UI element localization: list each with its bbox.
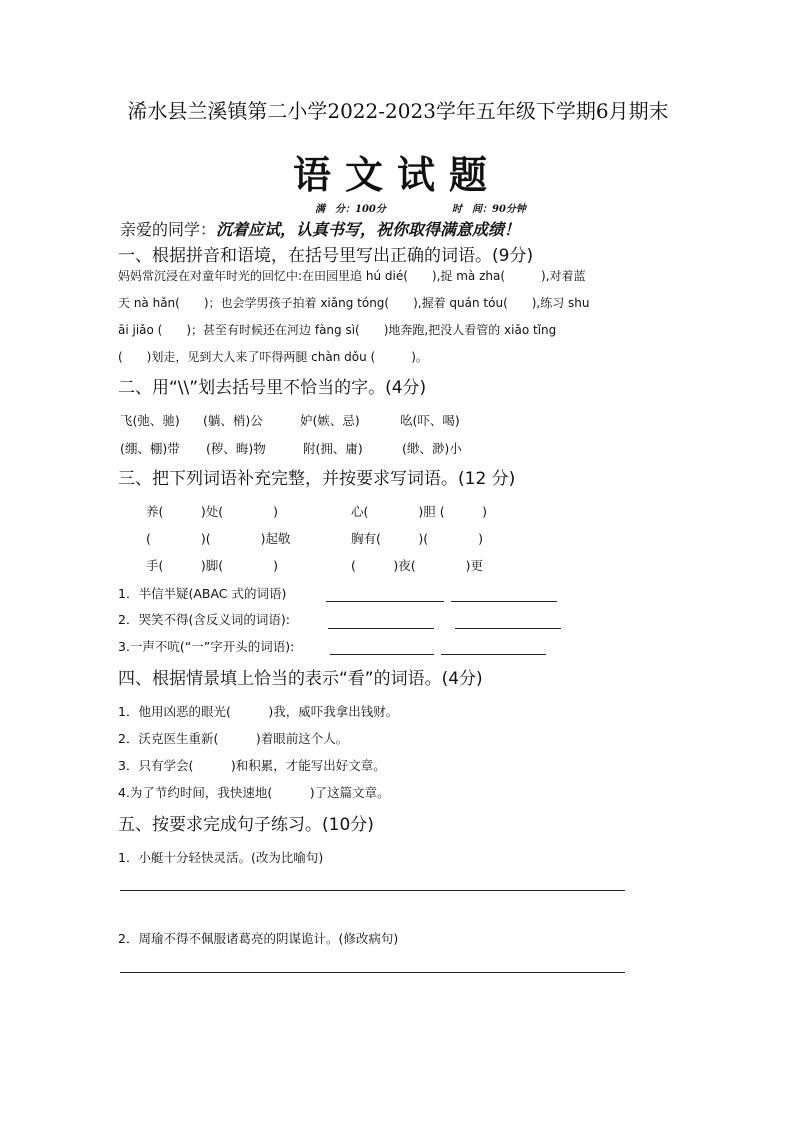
section2-word: 飞(弛、驰) [120,413,180,428]
greeting-motto: 沉着应试，认真书写，祝你取得满意成绩！ [216,220,521,239]
section2-word: (绷、棚)带 [120,441,180,456]
idiom-blank: 手( )脚( ) [146,558,279,573]
answer-blank[interactable] [455,627,561,629]
section1-line: 妈妈常沉浸在对童年时光的回忆中:在田园里追 hú dié( ),捉 mà zha( ),对着蓝 [118,269,586,283]
section1-line: ( )划走，见到大人来了吓得两腿 chàn dǒu ( )。 [118,350,428,364]
section1-line: āi jiǎo ( )；甚至有时候还在河边 fàng sì( )地奔跑,把没人看管的 xiǎo tǐng [118,323,557,337]
section4-question: 3．只有学会( )和积累，才能写出好文章。 [118,758,386,773]
section3-question: 2．哭笑不得(含反义词的词语): [118,612,290,627]
section4-question: 4.为了节约时间，我快速地( )了这篇文章。 [118,785,390,800]
section2-word: (躺、梢)公 [203,413,263,428]
idiom-blank: 养( )处( ) [146,504,279,519]
answer-blank[interactable] [451,600,557,602]
section5-question: 2．周瑜不得不佩服诸葛亮的阴谋诡计。(修改病句) [118,931,399,946]
idiom-blank: 心( )胆 ( ) [351,504,487,519]
idiom-blank: ( )夜( )更 [351,558,484,573]
section2-word: (缈、渺)小 [402,441,462,456]
section4-heading: 四、根据情景填上恰当的表示“看”的词语。(4分) [118,669,483,689]
exam-title: 语文试题 [292,152,501,197]
idiom-blank: 胸有( )( ) [351,531,484,546]
greeting [120,219,520,241]
section4-question: 2．沃克医生重新( )着眼前这个人。 [118,731,349,746]
section1-heading: 一、根据拼音和语境，在括号里写出正确的词语。(9分) [118,246,534,266]
answer-blank[interactable] [326,600,444,602]
section2-word: (秽、晦)物 [206,441,266,456]
section5-question: 1．小艇十分轻快灵活。(改为比喻句) [118,850,324,865]
school-title: 浠水县兰溪镇第二小学2022-2023学年五年级下学期6月期末 [127,99,669,123]
section2-heading: 二、用“\\”划去括号里不恰当的字。(4分) [118,378,427,398]
answer-line[interactable] [120,971,625,973]
answer-blank[interactable] [330,653,434,655]
section2-word: 附(拥、庸) [303,441,363,456]
answer-blank[interactable] [441,653,546,655]
greeting-salutation: 亲爱的同学： [120,220,217,239]
section2-word: 妒(嫉、忌) [300,413,360,428]
section3-heading: 三、把下列词语补充完整，并按要求写词语。(12 分) [118,469,516,489]
section4-question: 1．他用凶恶的眼光( )我，威吓我拿出钱财。 [118,704,399,719]
section3-question: 3.一声不吭(“一”字开头的词语): [118,639,295,654]
section2-word: 吆(吓、喝) [400,413,460,428]
section1-paragraph [118,263,678,371]
section3-question: 1．半信半疑(ABAC 式的词语) [118,586,287,601]
answer-blank[interactable] [328,627,434,629]
full-score: 满 分：100分 [315,204,386,215]
exam-time: 时 间：90分钟 [452,204,526,215]
section5-heading: 五、按要求完成句子练习。(10分) [118,815,374,835]
answer-line[interactable] [120,889,625,891]
section1-line: 天 nà hǎn( )；也会学男孩子拍着 xiǎng tóng( ),握着 quán tóu( ),练习 shu [118,296,590,310]
idiom-blank: ( )( )起敬 [146,531,291,546]
